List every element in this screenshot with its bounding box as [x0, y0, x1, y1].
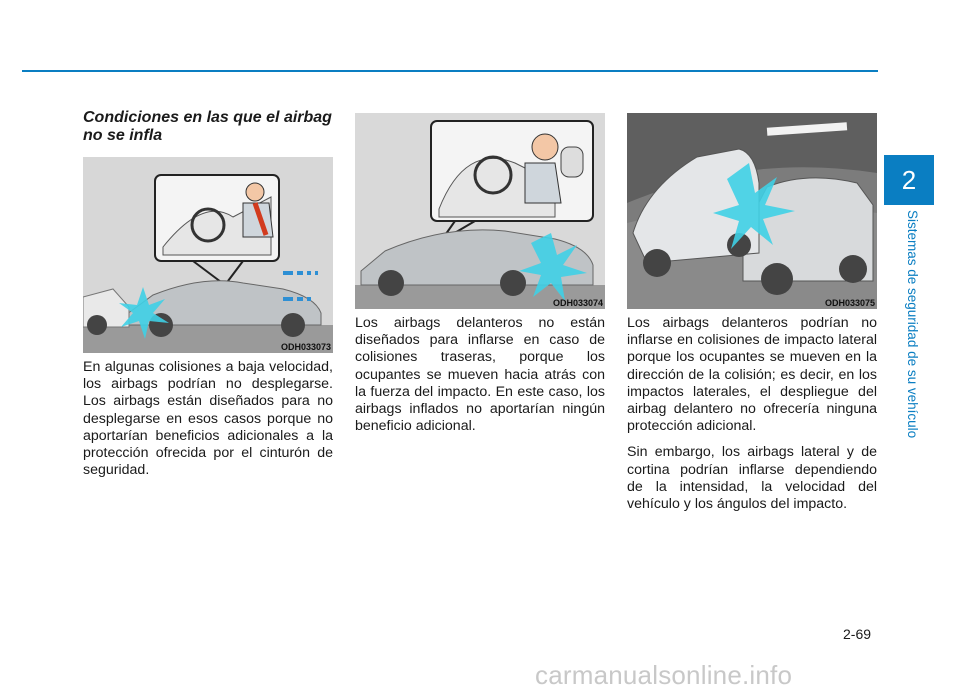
chapter-tab: 2: [884, 155, 934, 205]
figure-low-speed-collision: [83, 157, 333, 353]
watermark: carmanualsonline.info: [535, 660, 793, 690]
paragraph: Los airbags delanteros podrían no inflarse en colisiones de impacto lateral porque los ocupantes se mueven en la dirección de la colisión; es decir, en los impactos laterales, el despliegue del airbag delantero no ofrecería ninguna protección adicional.: [627, 315, 877, 435]
figure-rear-collision: [355, 113, 605, 309]
figure-code: ODH033074: [552, 298, 603, 308]
figure-code: ODH033073: [280, 342, 331, 352]
column-3-text: [627, 315, 877, 522]
chapter-title: Sistemas de seguridad de su vehículo: [905, 210, 920, 439]
figure-side-collision: [627, 113, 877, 309]
paragraph: Sin embargo, los airbags lateral y de cortina podrían inflarse dependiendo de la intensidad, la velocidad del vehículo y los ángulos del impacto.: [627, 444, 877, 513]
column-2-text: [355, 315, 605, 444]
figure-code: ODH033075: [824, 298, 875, 308]
side-collision-illustration: [627, 113, 877, 309]
column-1-text: [83, 359, 333, 488]
top-rule: [22, 70, 878, 72]
section-heading: Condiciones en las que el airbag no se infla: [83, 109, 332, 144]
page-number: 2-69: [843, 626, 872, 642]
low-speed-collision-illustration: [83, 157, 333, 353]
paragraph: Los airbags delanteros no están diseñados para inflarse en caso de colisiones traseras, porque los ocupantes se mueven hacia atrás con la fuerza del impacto. En este caso, los airbags inflados no aportarían ningún beneficio adicional.: [355, 315, 605, 435]
rear-collision-illustration: [355, 113, 605, 309]
paragraph: En algunas colisiones a baja velocidad, los airbags podrían no desplegarse. Los airbags están diseñados para no desplegarse en esos casos porque no aportarían beneficios adicionales a la protección ofrecida por el cinturón de seguridad.: [83, 359, 333, 479]
